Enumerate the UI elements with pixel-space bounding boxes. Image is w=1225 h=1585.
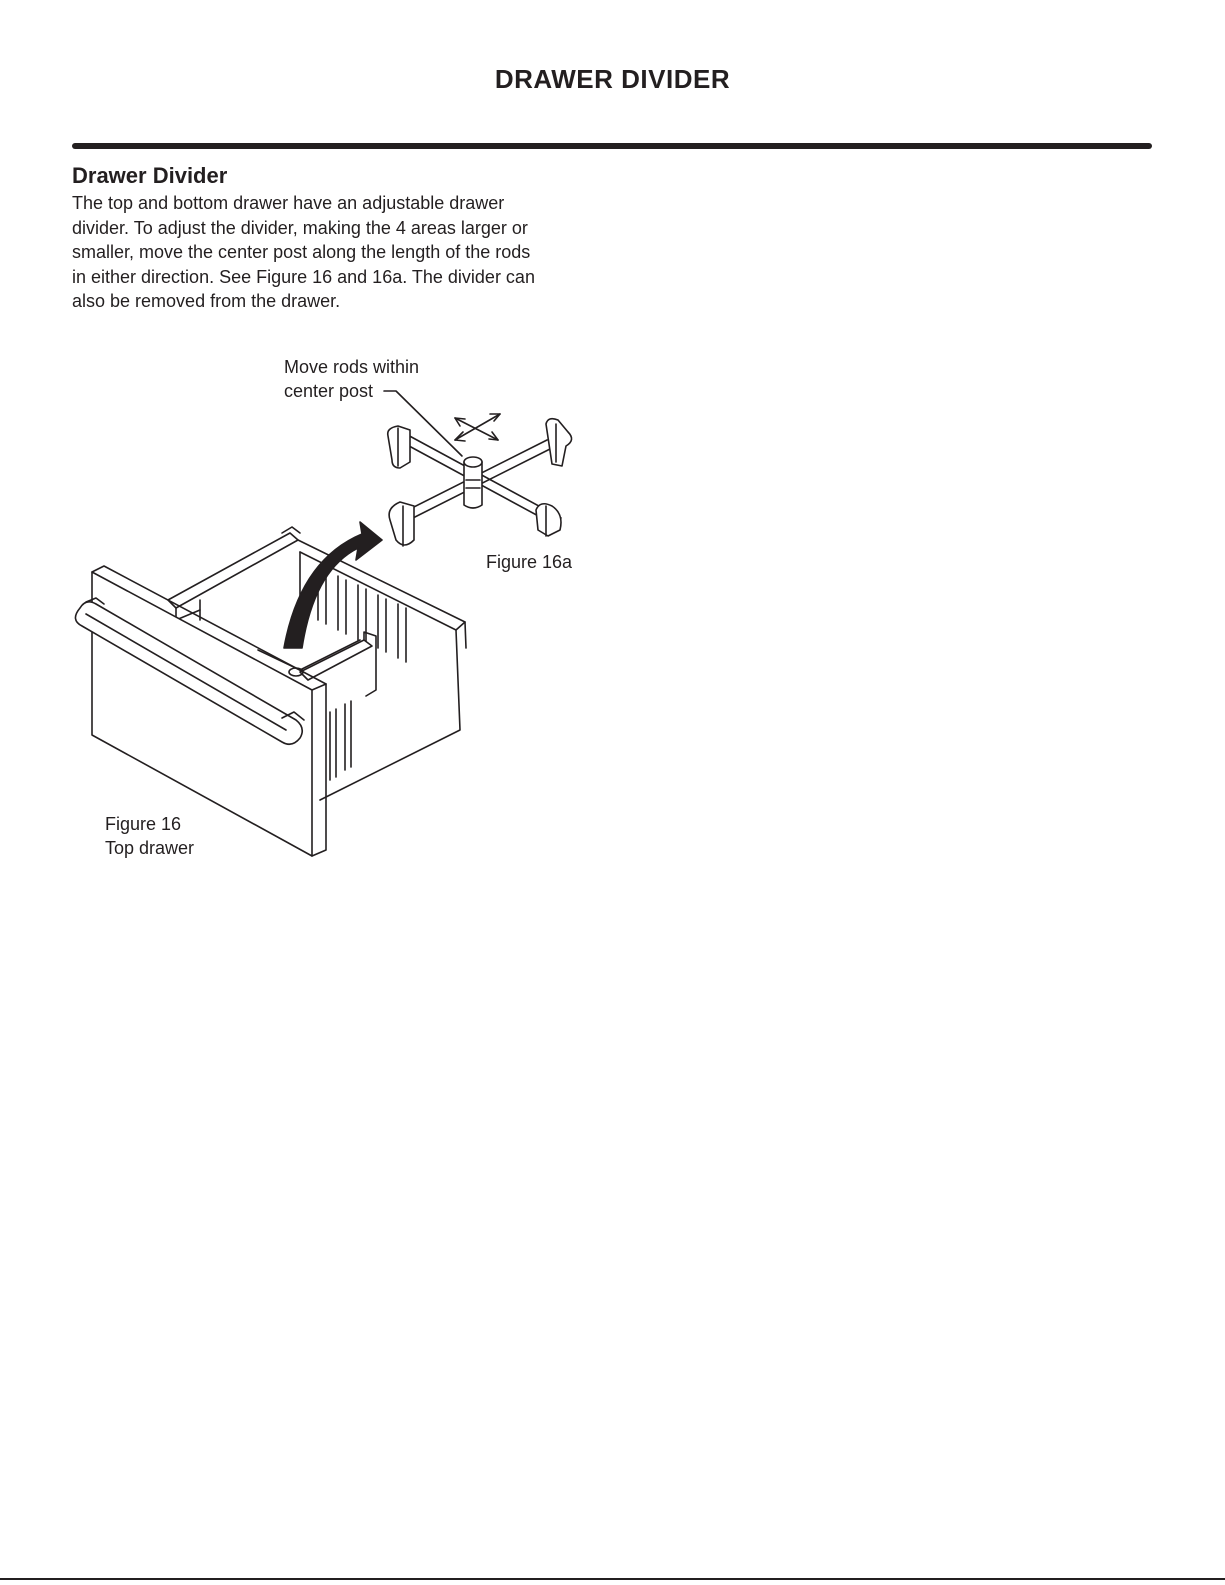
figure-16-caption (105, 812, 194, 860)
page-title: DRAWER DIVIDER (494, 64, 731, 94)
callout-line: center post (284, 381, 374, 401)
figure-16-caption-line: Figure 16 (105, 814, 182, 834)
figure-16a-caption: Figure 16a (486, 552, 573, 572)
top-drawer-drawing (75, 522, 466, 856)
body-line: The top and bottom drawer have an adjustable drawer (72, 193, 505, 213)
section-heading: Drawer Divider (72, 163, 228, 188)
body-paragraph (72, 191, 592, 314)
title-divider-rule (72, 143, 1152, 149)
drawer-divider-illustration (60, 350, 600, 870)
body-line: smaller, move the center post along the length of the rods (72, 242, 531, 262)
footer-rule (0, 1578, 1225, 1580)
callout-line: Move rods within (284, 357, 420, 377)
figure-16-caption-line: Top drawer (105, 838, 195, 858)
body-line: divider. To adjust the divider, making the 4 areas larger or (72, 217, 528, 238)
body-line: in either direction. See Figure 16 and 16a. The divider can (72, 266, 535, 287)
callout-label (284, 355, 419, 403)
divider-assembly-drawing (384, 391, 572, 546)
body-line: also be removed from the drawer. (72, 291, 341, 311)
